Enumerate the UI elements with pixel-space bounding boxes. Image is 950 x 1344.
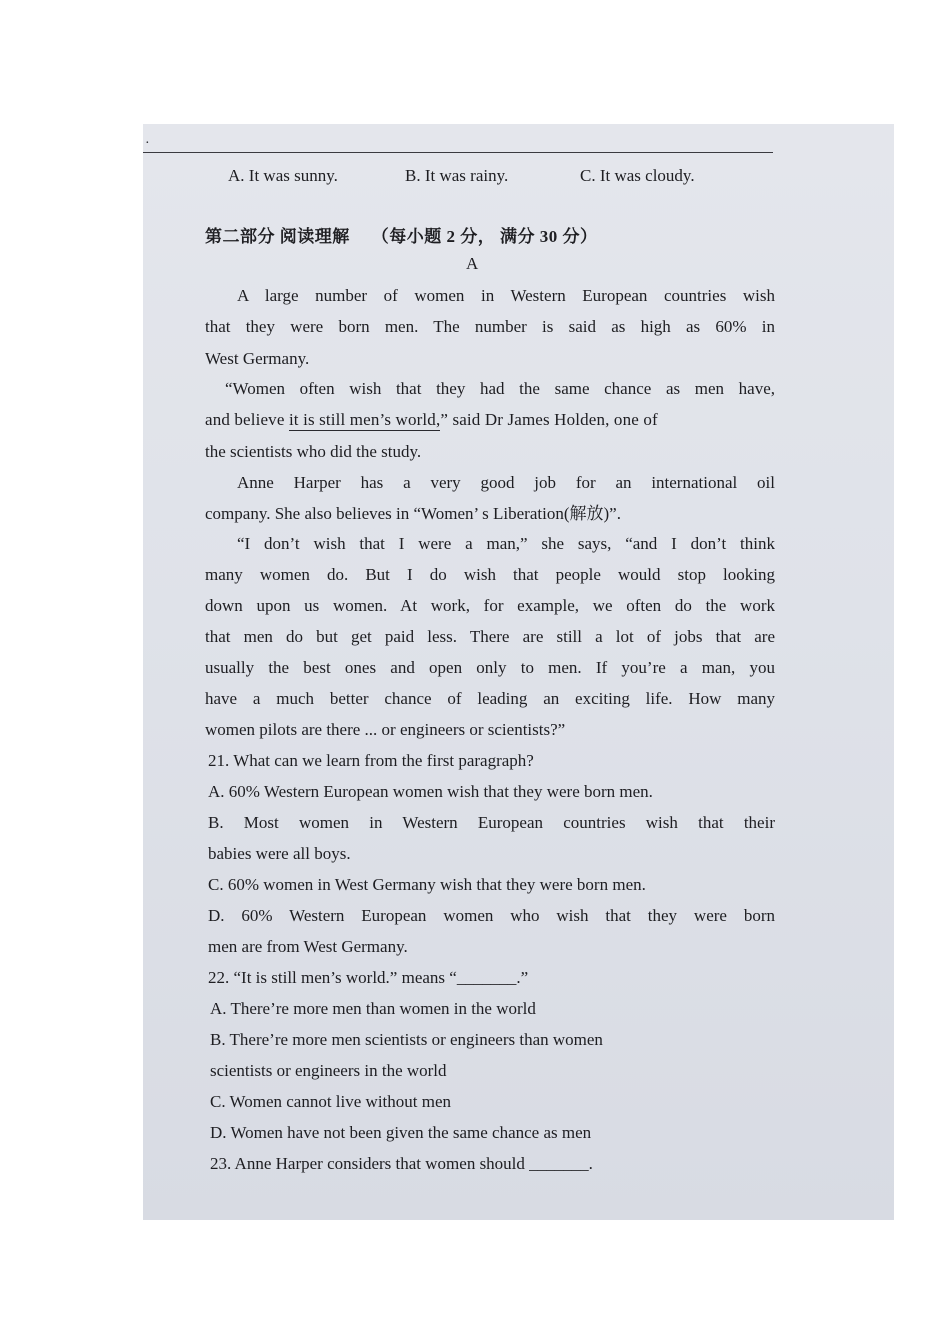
- question-22-option-a: A. There’re more men than women in the world: [210, 999, 536, 1018]
- question-21-option-b: B. Most women in Western European countries wish that their: [208, 813, 775, 832]
- passage-line: usually the best ones and open only to men. If you’re a man, you: [205, 658, 775, 677]
- passage-line: A large number of women in Western European countries wish: [237, 286, 775, 305]
- passage-line: West Germany.: [205, 349, 310, 368]
- passage-line: “I don’t wish that I were a man,” she says, “and I don’t think: [237, 534, 775, 553]
- passage-line: [205, 410, 775, 430]
- passage-line: Anne Harper has a very good job for an international oil: [237, 473, 775, 492]
- option-a: A. It was sunny.: [228, 166, 338, 185]
- question-22-option-b-cont: scientists or engineers in the world: [210, 1061, 447, 1080]
- question-22-option-c: C. Women cannot live without men: [210, 1092, 452, 1111]
- question-22-option-b: B. There’re more men scientists or engineers than women: [210, 1030, 603, 1049]
- passage-line: many women do. But I do wish that people would stop looking: [205, 565, 775, 584]
- option-c: C. It was cloudy.: [580, 166, 695, 185]
- question-21-option-d: D. 60% Western European women who wish that they were born: [208, 906, 775, 925]
- passage-label: A: [466, 254, 479, 273]
- passage-line: down upon us women. At work, for example, we often do the work: [205, 596, 775, 615]
- header-rule: [143, 152, 773, 153]
- question-21-stem: 21. What can we learn from the first paragraph?: [208, 751, 534, 770]
- question-23-stem: 23. Anne Harper considers that women should _______.: [210, 1154, 593, 1173]
- passage-line: that men do but get paid less. There are still a lot of jobs that are: [205, 627, 775, 646]
- question-21-option-b-cont: babies were all boys.: [208, 844, 351, 863]
- section-heading: [205, 222, 598, 247]
- exam-page-photo: [143, 124, 894, 1220]
- question-22-stem: 22. “It is still men’s world.” means “_______.”: [208, 968, 529, 987]
- section-scoring: （每小题 2 分， 满分 30 分）: [371, 227, 598, 246]
- underlined-phrase: it is still men’s world,: [288, 410, 441, 429]
- passage-line: the scientists who did the study.: [205, 442, 422, 461]
- option-b: B. It was rainy.: [405, 166, 509, 185]
- passage-line: that they were born men. The number is said as high as 60% in: [205, 317, 775, 336]
- question-21-option-a: A. 60% Western European women wish that they were born men.: [208, 782, 653, 801]
- section-title: 第二部分 阅读理解: [205, 227, 350, 246]
- passage-text: and believe: [205, 410, 289, 429]
- question-22-option-d: D. Women have not been given the same chance as men: [210, 1123, 592, 1142]
- passage-line: “Women often wish that they had the same chance as men have,: [225, 379, 775, 398]
- question-21-option-c: C. 60% women in West Germany wish that they were born men.: [208, 875, 646, 894]
- stray-mark: ·: [145, 136, 150, 151]
- passage-line: women pilots are there ... or engineers or scientists?”: [205, 720, 566, 739]
- question-21-option-d-cont: men are from West Germany.: [208, 937, 408, 956]
- passage-text: ” said Dr James Holden, one of: [440, 410, 658, 429]
- passage-line: company. She also believes in “Women’ s Liberation(解放)”.: [205, 504, 621, 523]
- passage-line: have a much better chance of leading an exciting life. How many: [205, 689, 775, 708]
